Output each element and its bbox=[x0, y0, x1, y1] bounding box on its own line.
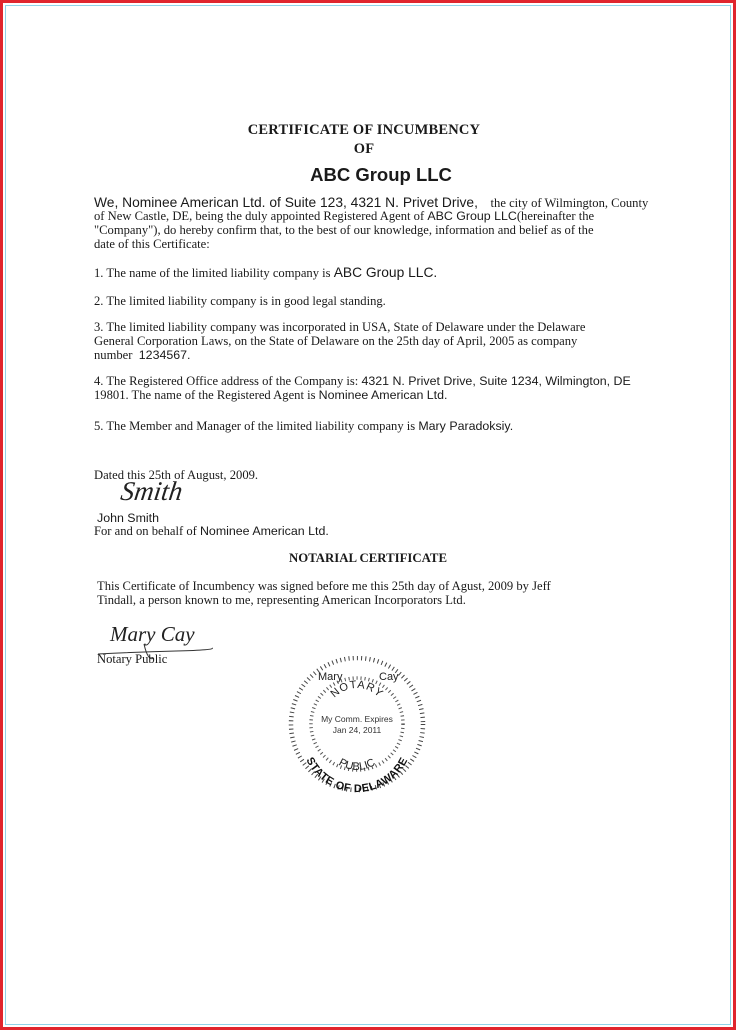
dated-line: Dated this 25th of August, 2009. bbox=[94, 468, 259, 482]
intro-line-2: of New Castle, DE, being the duly appointed Registered Agent of ABC Group LLC(hereinafter the bbox=[94, 209, 595, 223]
item-2: 2. The limited liability company is in good legal standing. bbox=[94, 294, 386, 308]
notarial-line-1: This Certificate of Incumbency was signed before me this 25th day of Agust, 2009 by Jeff bbox=[97, 579, 551, 593]
item-3-line-2: General Corporation Laws, on the State of Delaware on the 25th day of April, 2005 as company bbox=[94, 334, 578, 348]
item-4-line-2: 19801. The name of the Registered Agent is Nominee American Ltd. bbox=[94, 388, 448, 402]
seal-public-arc: PUBLIC bbox=[336, 756, 378, 774]
seal-notary-arc: NOTARY bbox=[328, 678, 386, 701]
on-behalf-line: For and on behalf of Nominee American Ltd. bbox=[94, 524, 329, 538]
notary-signature: Mary Cay bbox=[110, 622, 195, 646]
item-3-line-3: number 1234567. bbox=[94, 348, 191, 362]
certificate-title: CERTIFICATE OF INCUMBENCY bbox=[247, 122, 481, 138]
notarial-heading: NOTARIAL CERTIFICATE bbox=[289, 551, 447, 565]
signer-name: John Smith bbox=[97, 511, 159, 525]
item-1: 1. The name of the limited liability company is ABC Group LLC. bbox=[94, 265, 438, 280]
seal-inner-ring bbox=[311, 678, 403, 770]
signer-signature: Smith bbox=[118, 476, 185, 506]
item-3-line-1: 3. The limited liability company was incorporated in USA, State of Delaware under the Delaware bbox=[94, 320, 586, 334]
certificate-title-of: OF bbox=[353, 141, 375, 157]
notary-seal bbox=[283, 656, 431, 796]
seal-comm-line-2: Jan 24, 2011 bbox=[332, 725, 382, 735]
intro-line-4: date of this Certificate: bbox=[94, 237, 210, 251]
notary-public-label: Notary Public bbox=[97, 652, 168, 666]
seal-comm-line-1: My Comm. Expires bbox=[321, 714, 393, 724]
company-name-heading: ABC Group LLC bbox=[310, 164, 452, 185]
intro-line-1: We, Nominee American Ltd. of Suite 123, 4321 N. Privet Drive, the city of Wilmington, County bbox=[94, 195, 649, 210]
notarial-line-2: Tindall, a person known to me, representing American Incorporators Ltd. bbox=[97, 593, 466, 607]
intro-line-3: "Company"), do hereby confirm that, to the best of our knowledge, information and belief as of the bbox=[94, 223, 594, 237]
seal-state-arc: STATE OF DELAWARE bbox=[303, 755, 411, 796]
item-5: 5. The Member and Manager of the limited liability company is Mary Paradoksiy. bbox=[94, 419, 514, 433]
seal-name-last: Cay bbox=[379, 671, 399, 683]
item-4-line-1: 4. The Registered Office address of the Company is: 4321 N. Privet Drive, Suite 1234, Wilmington, DE bbox=[94, 374, 631, 388]
seal-name-first: Mary bbox=[318, 671, 343, 683]
